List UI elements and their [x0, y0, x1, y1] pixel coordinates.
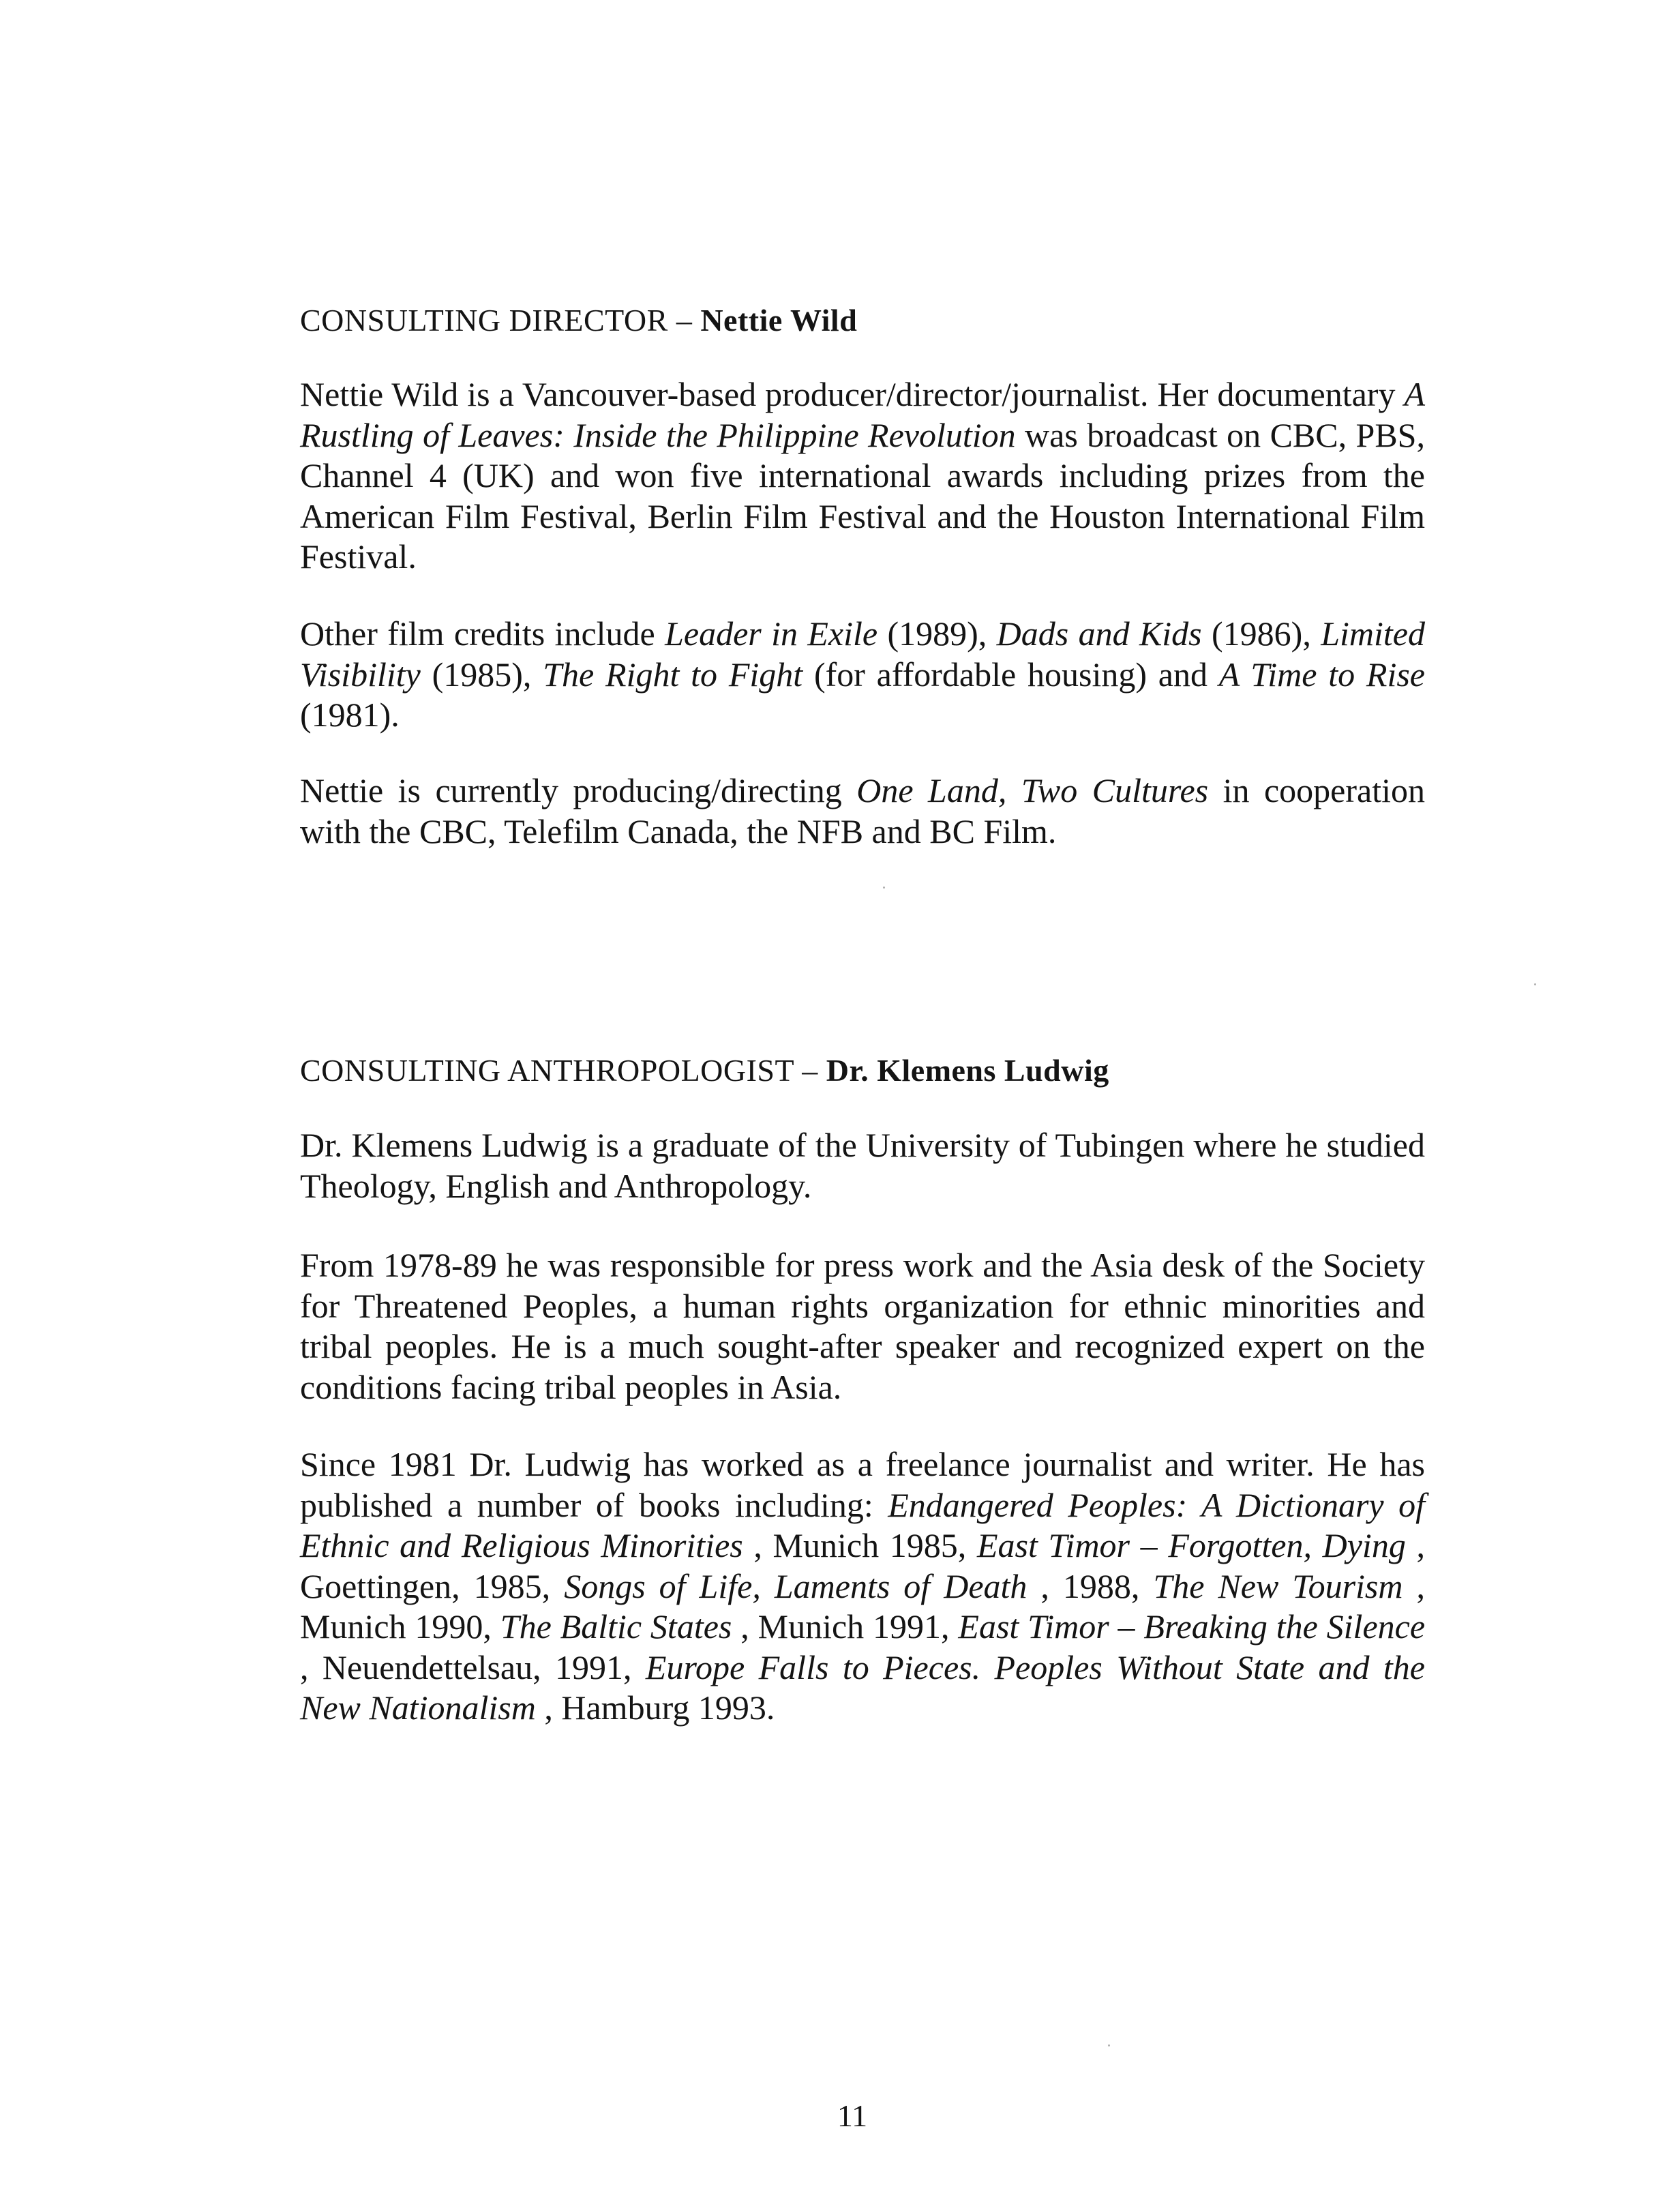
film-title: The Right to Fight [543, 655, 803, 694]
film-title: A Time to Rise [1218, 655, 1425, 694]
director-bio-paragraph: Nettie Wild is a Vancouver-based producer/director/journalist. Her documentary A Rustling of Leaves: Inside the Philippine Revolution was broadcast on CBC, PBS, Channel 4 (UK) and won five international awards including prizes from the American Film Festival, Berlin Film Festival and the Houston International Film Festival. [300, 375, 1425, 576]
scan-speck [1108, 2044, 1110, 2046]
heading-title: CONSULTING DIRECTOR [300, 303, 668, 338]
page-number: 11 [837, 2098, 868, 2133]
section-heading-anthropologist [300, 1050, 1425, 1091]
book-title: The New Tourism [1153, 1566, 1403, 1605]
heading-name: Dr. Klemens Ludwig [826, 1053, 1109, 1088]
heading-separator: – [794, 1053, 826, 1088]
book-title: Songs of Life, Laments of Death [564, 1566, 1028, 1605]
book-title: East Timor – Breaking the Silence [958, 1607, 1426, 1646]
film-title: A Rustling of Leaves: Inside the Philippine Revolution [300, 375, 1425, 454]
book-title: The Baltic States [500, 1607, 732, 1646]
heading-title: CONSULTING ANTHROPOLOGIST [300, 1053, 794, 1088]
anthropologist-work-paragraph: From 1978-89 he was responsible for press work and the Asia desk of the Society for Threatened Peoples, a human rights organization for ethnic minorities and tribal peoples. He is a much sought-after speaker and recognized expert on the conditions facing tribal peoples in Asia. [300, 1246, 1425, 1406]
book-title: Endangered Peoples: A Dictionary of Ethnic and Religious Minorities [300, 1485, 1425, 1564]
book-title: Europe Falls to Pieces. Peoples Without State and the New Nationalism [300, 1648, 1425, 1727]
director-current-paragraph: Nettie is currently producing/directing One Land, Two Cultures in cooperation with the CBC, Telefilm Canada, the NFB and BC Film. [300, 771, 1426, 850]
film-title: Leader in Exile [665, 614, 878, 653]
section-heading-director [300, 300, 1425, 341]
director-credits-paragraph: Other film credits include Leader in Exile (1989), Dads and Kids (1986), Limited Visibility (1985), The Right to Fight (for affordable housing) and A Time to Rise (1981). [300, 614, 1425, 734]
heading-separator: – [668, 303, 701, 338]
book-title: East Timor – Forgotten, Dying [976, 1526, 1406, 1564]
scan-speck [883, 887, 885, 889]
film-title: One Land, Two Cultures [856, 771, 1209, 809]
scan-speck [1534, 983, 1536, 985]
film-title: Dads and Kids [996, 614, 1202, 653]
film-title: Limited Visibility [300, 614, 1425, 694]
anthropologist-publications-paragraph: Since 1981 Dr. Ludwig has worked as a freelance journalist and writer. He has published a number of books including: Endangered Peoples: A Dictionary of Ethnic and Religious Minorities , Munich 1985, East Timor – Forgotten, Dying , Goettingen, 1985, Songs of Life, Laments of Death , 1988, The New Tourism , Munich 1990, The Baltic States , Munich 1991, East Timor – Breaking the Silence , Neuendettelsau, 1991, Europe Falls to Pieces. Peoples Without State and the New Nationalism , Hamburg 1993. [300, 1445, 1426, 1727]
anthropologist-education-paragraph: Dr. Klemens Ludwig is a graduate of the University of Tubingen where he studied Theology, English and Anthropology. [300, 1126, 1425, 1205]
heading-name: Nettie Wild [700, 303, 858, 338]
